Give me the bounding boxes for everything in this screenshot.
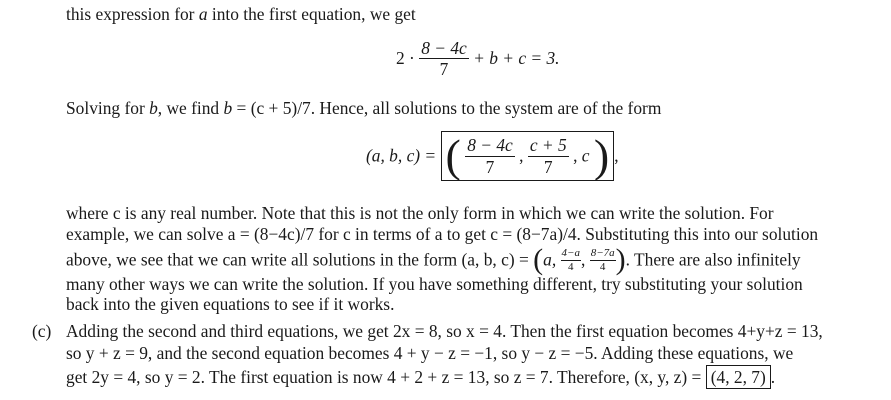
paragraph-line: where c is any real number. Note that this is not the only form in which we can write the solution. For	[66, 203, 774, 223]
part-label: (c)	[32, 321, 52, 341]
paragraph-line: many other ways we can write the solution. If you have something different, try substituting your solution	[66, 274, 803, 294]
equation-1: 2 · $\frac{8 - 4c}{7}$ + b + c = 3.	[396, 38, 560, 80]
equation-2: (a, b, c) = ( $\frac{8 - 4c}{7}$ , $\frac{c + 5}{7}$ , c ) ,	[366, 130, 619, 181]
fraction: $\frac{4-a}{4}$	[561, 246, 580, 273]
boxed-answer: ( $\frac{8 - 4c}{7}$ , $\frac{c + 5}{7}$ , c )	[441, 131, 615, 181]
boxed-answer: (4, 2, 7)	[706, 365, 771, 389]
fraction: $\frac{c + 5}{7}$	[529, 135, 567, 177]
fraction: $\frac{8 - 4c}{7}$	[467, 135, 513, 177]
paragraph-intro: this expression for a into the first equation, we get	[66, 4, 416, 24]
fraction: $\frac{8 - 4c}{7}$	[421, 38, 467, 80]
paragraph-line: so y + z = 9, and the second equation becomes 4 + y − z = −1, so y − z = −5. Adding these equations, we	[66, 343, 794, 363]
paragraph-line-final: get 2y = 4, so y = 2. The first equation is now 4 + 2 + z = 13, so z = 7. Therefore, (x, y, z) = (4, 2, 7) .	[66, 367, 776, 387]
fraction: $\frac{8-7a}{4}$	[590, 246, 615, 273]
paragraph-line: back into the given equations to see if it works.	[66, 294, 395, 314]
paragraph-solving: Solving for b, we find b = (c + 5)/7. Hence, all solutions to the system are of the form	[66, 98, 662, 118]
paragraph-line-with-formula: above, we see that we can write all solutions in the form (a, b, c) = (a, $\frac{4-a}{4}$ , $\frac{8-7a}{4}$ ). There are also infinitely	[66, 243, 801, 276]
paragraph-line: Adding the second and third equations, we get 2x = 8, so x = 4. Then the first equation becomes 4+y+z = 13,	[66, 321, 823, 341]
paragraph-line: example, we can solve a = (8−4c)/7 for c in terms of a to get c = (8−7a)/4. Substituting this into our solution	[66, 224, 819, 244]
